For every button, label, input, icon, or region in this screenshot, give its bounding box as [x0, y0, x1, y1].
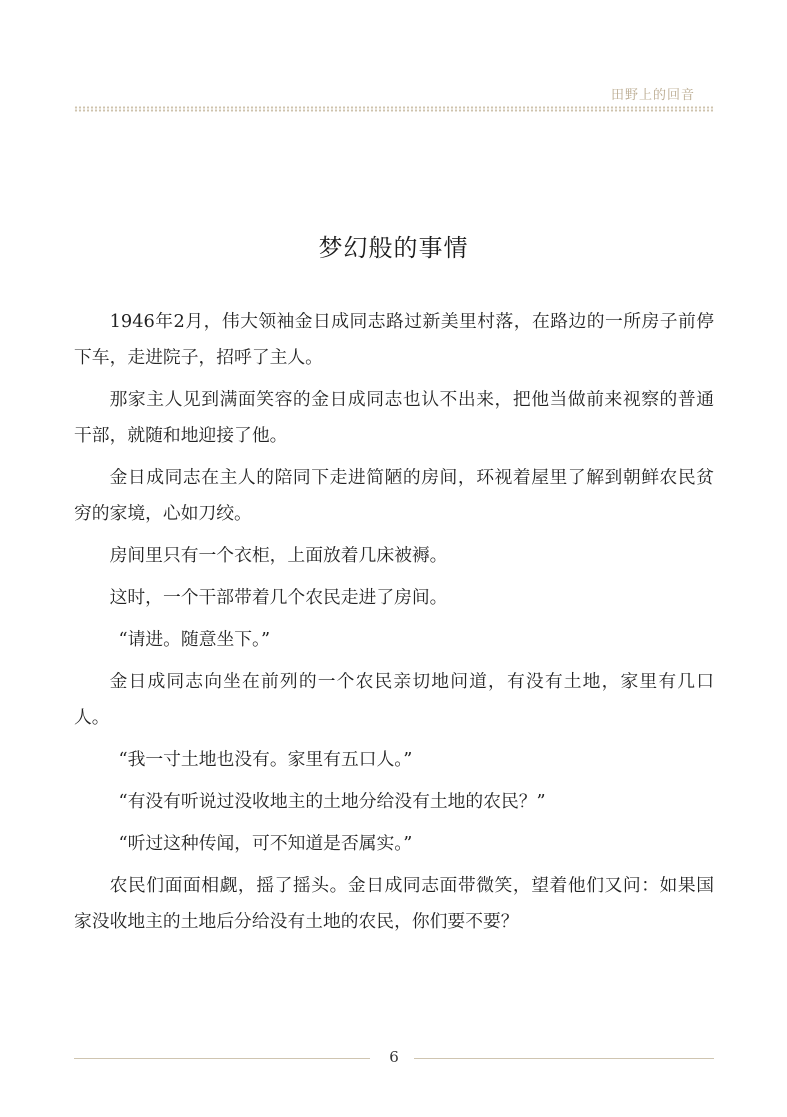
paragraph: 这时，一个干部带着几个农民走进了房间。: [109, 587, 448, 608]
paragraph: 金日成同志在主人的陪同下走进简陋的房间，环视着屋里了解到朝鲜农民贫穷的家境，心如刀绞。: [74, 467, 714, 524]
dialogue-paragraph: “听过这种传闻，可不知道是否属实。”: [118, 833, 413, 854]
running-header-title: 田野上的回音: [610, 88, 695, 103]
dialogue-paragraph: “我一寸土地也没有。家里有五口人。”: [118, 749, 413, 770]
page-number: 6: [389, 1048, 399, 1066]
paragraph: 1946年2月，伟大领袖金日成同志路过新美里村落，在路边的一所房子前停下车，走进院子，招呼了主人。: [74, 311, 714, 368]
dialogue-paragraph: “有没有听说过没收地主的土地分给没有土地的农民？”: [118, 791, 546, 812]
chapter-title: 梦幻般的事情: [318, 234, 469, 263]
footer-rule-right: [414, 1058, 714, 1059]
paragraph: 那家主人见到满面笑容的金日成同志也认不出来，把他当做前来视察的普通干部，就随和地迎接了他。: [74, 389, 714, 446]
dialogue-paragraph: “请进。随意坐下。”: [118, 629, 271, 650]
footer-rule-left: [74, 1058, 370, 1059]
header-dotted-rule: [74, 106, 713, 112]
body-text: [74, 304, 714, 946]
paragraph: 房间里只有一个衣柜，上面放着几床被褥。: [109, 545, 448, 566]
paragraph: 金日成同志向坐在前列的一个农民亲切地问道，有没有土地，家里有几口人。: [74, 671, 714, 728]
paragraph: 农民们面面相觑，摇了摇头。金日成同志面带微笑，望着他们又问：如果国家没收地主的土地后分给没有土地的农民，你们要不要？: [74, 875, 714, 932]
